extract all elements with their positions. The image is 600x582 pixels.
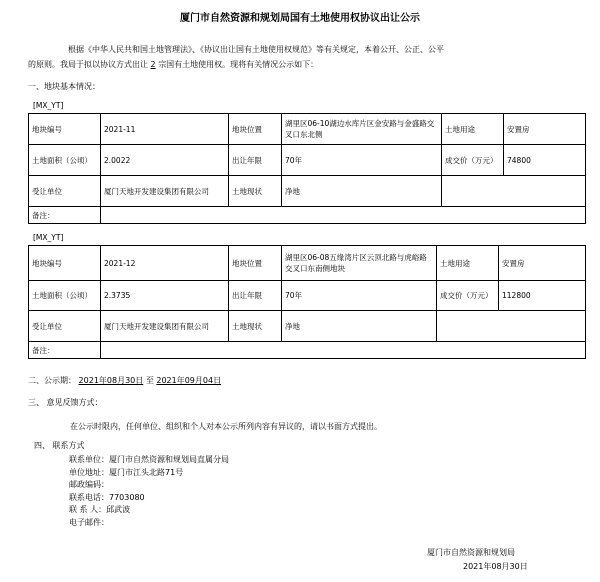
parcel-1-table — [28, 113, 586, 224]
contact-phone: 联系电话：7703080 — [69, 492, 145, 502]
period-end: 2021年09月04日 — [156, 376, 222, 385]
buyer: 厦门天地开发建设集团有限公司 — [101, 311, 229, 342]
contact-email: 电子邮件： — [69, 517, 109, 527]
parcel-1-tag: [MX_YT] — [33, 101, 64, 110]
land-area: 2.0022 — [101, 145, 229, 176]
parcel-location: 湖里区06-08五缘湾片区云顶北路与虎峪路交叉口东南侧地块 — [282, 246, 437, 281]
contact-person: 联 系 人：邱武波 — [69, 505, 131, 514]
label-buyer: 受让单位 — [29, 176, 101, 207]
buyer: 厦门天地开发建设集团有限公司 — [101, 176, 229, 207]
land-use: 安置房 — [504, 114, 586, 145]
contact-address: 单位地址：厦门市江头北路71号 — [69, 467, 184, 477]
section-2-heading: 二、公示期： — [28, 376, 76, 385]
parcel-code: 2021-12 — [101, 246, 229, 281]
label-land-area: 土地面积（公顷） — [29, 145, 101, 176]
label-buyer: 受让单位 — [29, 311, 101, 342]
note — [101, 207, 586, 224]
contact-postcode: 邮政编码： — [69, 480, 109, 489]
parcel-code: 2021-11 — [101, 114, 229, 145]
label-term: 出让年限 — [229, 281, 282, 311]
label-parcel-location: 地块位置 — [229, 114, 282, 145]
page-title: 厦门市自然资源和规划局国有土地使用权协议出让公示 — [180, 13, 420, 24]
label-price: 成交价（万元） — [437, 281, 499, 311]
parcel-location: 湖里区06-10湖边水库片区金安路与金盛路交叉口东北侧 — [282, 114, 442, 145]
price: 74800 — [504, 145, 586, 176]
section-2-line — [28, 375, 221, 386]
parcel-2-tag: [MX_YT] — [33, 233, 64, 242]
term: 70年 — [282, 281, 437, 311]
feedback-text: 在公示时限内，任何单位、组织和个人对本公示所列内容有异议的，请以书面方式提出。 — [70, 422, 382, 431]
label-parcel-code: 地块编号 — [29, 246, 101, 281]
intro-line-1: 根据《中华人民共和国土地管理法》、《协议出让国有土地使用权规范》等有关规定，本着公开、公正、公平 — [68, 45, 444, 54]
section-4-heading: 四、 联系方式 — [34, 441, 85, 450]
land-status: 净地 — [282, 176, 442, 207]
intro-line-2a: 的原则。我局于拟以协议方式出让 — [28, 60, 148, 69]
label-land-use: 土地用途 — [437, 246, 499, 281]
land-use: 安置房 — [499, 246, 586, 281]
intro-line-2b: 宗国有土地使用权。现将有关情况公示如下： — [158, 60, 319, 69]
label-parcel-code: 地块编号 — [29, 114, 101, 145]
empty-cell — [442, 176, 586, 207]
label-land-status: 土地现状 — [229, 176, 282, 207]
empty-cell — [437, 311, 586, 342]
contact-unit: 联系单位：厦门市自然资源和规划局直属分局 — [69, 455, 229, 464]
label-parcel-location: 地块位置 — [229, 246, 282, 281]
section-1-heading: 一、地块基本情况： — [28, 82, 100, 91]
label-land-status: 土地现状 — [229, 311, 282, 342]
term: 70年 — [282, 145, 442, 176]
signature-date: 2021年08月30日 — [463, 562, 528, 571]
period-start: 2021年08月30日 — [78, 376, 144, 385]
intro-paragraph — [28, 42, 594, 72]
section-3-heading: 三、 意见反馈方式： — [28, 398, 103, 407]
signature-org: 厦门市自然资源和规划局 — [427, 548, 515, 557]
label-land-area: 土地面积（公顷） — [29, 281, 101, 311]
label-note: 备注： — [29, 207, 101, 224]
intro-count: 2 — [150, 60, 156, 69]
price: 112800 — [499, 281, 586, 311]
label-land-use: 土地用途 — [442, 114, 504, 145]
parcel-2-table — [28, 245, 586, 359]
period-to: 至 — [145, 376, 154, 385]
land-area: 2.3735 — [101, 281, 229, 311]
label-term: 出让年限 — [229, 145, 282, 176]
note — [101, 342, 586, 359]
contact-list — [69, 454, 229, 529]
label-note: 备注： — [29, 342, 101, 359]
label-price: 成交价（万元） — [442, 145, 504, 176]
land-status: 净地 — [282, 311, 437, 342]
